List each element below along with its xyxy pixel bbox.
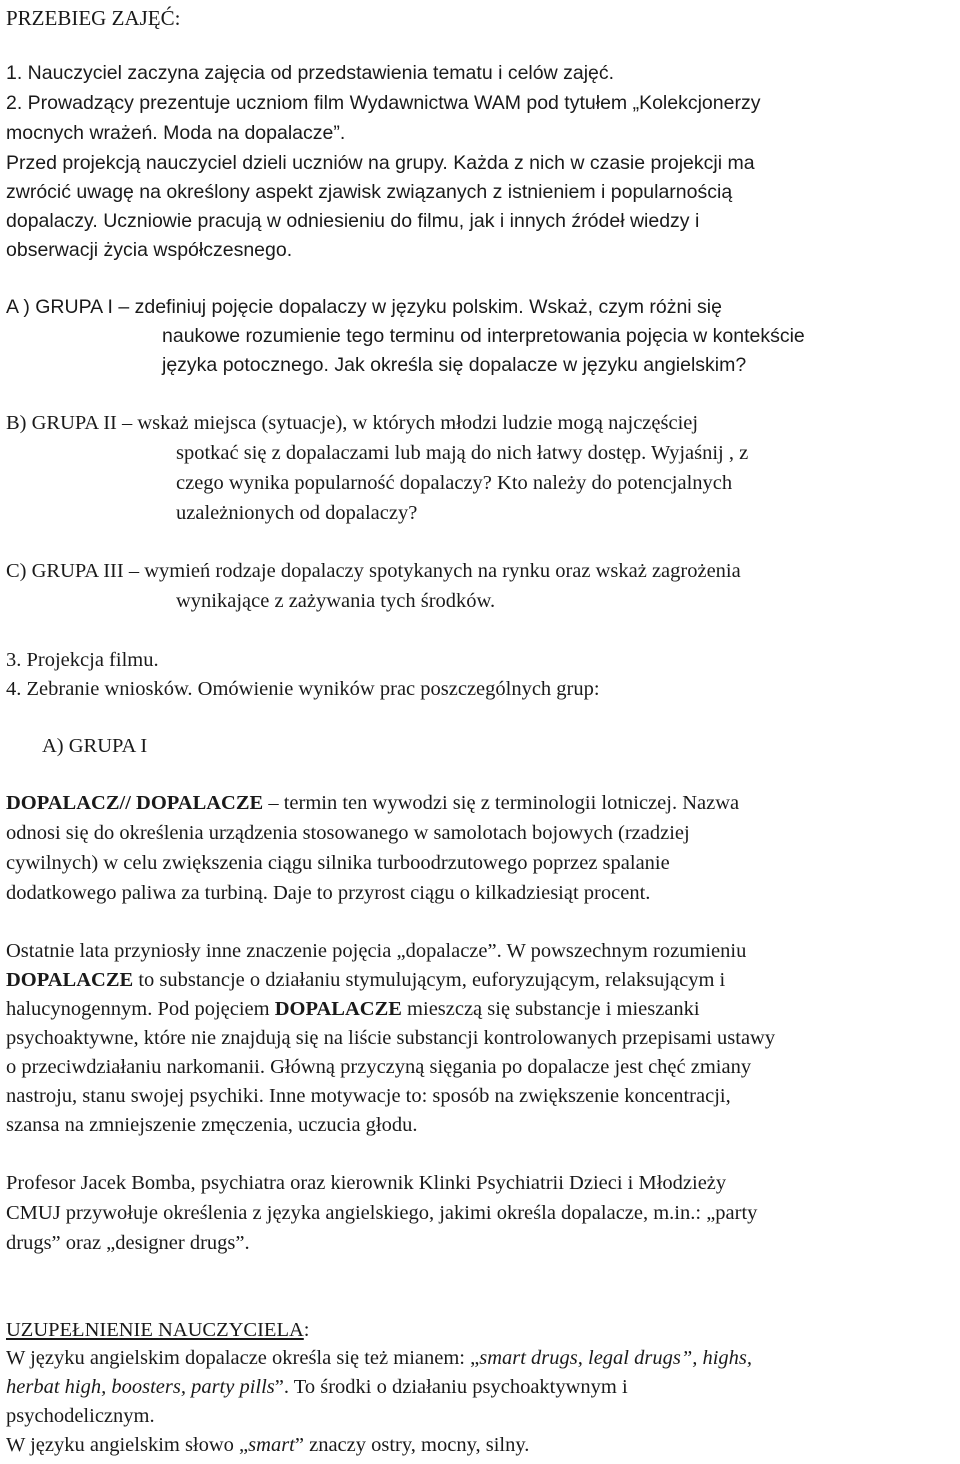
group-a-task-cont: języka potocznego. Jak określa się dopalacze w języku angielskim? [162,354,747,376]
teacher-line-4: W języku angielskim słowo „smart” znaczy ostry, mocny, silny. [6,1434,530,1456]
groups-paragraph-line: dopalaczy. Uczniowie pracują w odniesieniu do filmu, jak i innych źródeł wiedzy i [6,210,700,232]
group-b-task-cont: czego wynika popularność dopalaczy? Kto należy do potencjalnych [176,472,733,494]
group-c-task: C) GRUPA III – wymień rodzaje dopalaczy spotykanych na rynku oraz wskaż zagrożenia [6,560,741,582]
section-group-a: A) GRUPA I [42,735,148,757]
definition-line: odnosi się do określenia urządzenia stosowanego w samolotach bojowych (rzadziej [6,822,690,844]
teacher-heading: UZUPEŁNIENIE NAUCZYCIELA [6,1319,304,1341]
definition-line: cywilnych) w celu zwiększenia ciągu silnika turboodrzutowego poprzez spalanie [6,852,670,874]
group-b-task: B) GRUPA II – wskaż miejsca (sytuacje), w których młodzi ludzie mogą najczęściej [6,412,699,434]
teacher-heading-line: UZUPEŁNIENIE NAUCZYCIELA: [6,1319,310,1341]
step-2: 2. Prowadzący prezentuje uczniom film Wydawnictwa WAM pod tytułem „Kolekcjonerzy [6,92,761,114]
meaning-line: nastroju, stanu swojej psychiki. Inne motywacje to: sposób na zwiększenie koncentracji, [6,1085,731,1107]
groups-paragraph-line: Przed projekcją nauczyciel dzieli uczniów na grupy. Każda z nich w czasie projekcji ma [6,152,755,174]
meaning-line: o przeciwdziałaniu narkomanii. Główną przyczyną sięgania po dopalacze jest chęć zmiany [6,1056,752,1078]
meaning-line: szansa na zmniejszenie zmęczenia, uczucia głodu. [6,1114,418,1136]
meaning-line-2: DOPALACZE to substancje o działaniu stymulującym, euforyzującym, relaksującym i [6,969,726,991]
group-a-task: A ) GRUPA I – zdefiniuj pojęcie dopalaczy w języku polskim. Wskaż, czym różni się [6,296,722,318]
step-3: 3. Projekcja filmu. [6,649,159,671]
meaning-line: psychoaktywne, które nie znajdują się na liście substancji kontrolowanych przepisami ustawy [6,1027,776,1049]
step-2-cont: mocnych wrażeń. Moda na dopalacze”. [6,122,346,144]
professor-line: Profesor Jacek Bomba, psychiatra oraz kierownik Klinki Psychiatrii Dzieci i Młodzieży [6,1172,727,1194]
step-1: 1. Nauczyciel zaczyna zajęcia od przedstawienia tematu i celów zajęć. [6,62,615,84]
page-heading: PRZEBIEG ZAJĘĆ: [6,6,181,30]
professor-line: CMUJ przywołuje określenia z języka angielskiego, jakimi określa dopalacze, m.in.: „party [6,1202,758,1224]
definition-line-1: DOPALACZ// DOPALACZE – termin ten wywodzi się z terminologii lotniczej. Nazwa [6,792,740,814]
term-dopalacze: DOPALACZE [274,998,402,1020]
term-dopalacz: DOPALACZ// DOPALACZE [6,792,264,814]
groups-paragraph-line: obserwacji życia współczesnego. [6,239,293,261]
teacher-line-1: W języku angielskim dopalacze określa się też mianem: „smart drugs, legal drugs”, highs, [6,1347,753,1369]
teacher-line-3: psychodelicznym. [6,1405,155,1427]
term-dopalacze: DOPALACZE [6,969,134,991]
group-c-task-cont: wynikające z zażywania tych środków. [176,590,496,612]
group-a-task-cont: naukowe rozumienie tego terminu od interpretowania pojęcia w kontekście [162,325,805,347]
step-4: 4. Zebranie wniosków. Omówienie wyników prac poszczególnych grup: [6,678,600,700]
group-b-task-cont: spotkać się z dopalaczami lub mają do nich łatwy dostęp. Wyjaśnij , z [176,442,749,464]
definition-line: dodatkowego paliwa za turbiną. Daje to przyrost ciągu o kilkadziesiąt procent. [6,882,651,904]
teacher-line-2: herbat high, boosters, party pills”. To środki o działaniu psychoaktywnym i [6,1376,628,1398]
groups-paragraph-line: zwrócić uwagę na określony aspekt zjawisk związanych z istnieniem i popularnością [6,181,733,203]
meaning-line-1: Ostatnie lata przyniosły inne znaczenie pojęcia „dopalacze”. W powszechnym rozumieniu [6,940,747,962]
group-b-task-cont: uzależnionych od dopalaczy? [176,502,418,524]
meaning-line-3: halucynogennym. Pod pojęciem DOPALACZE mieszczą się substancje i mieszanki [6,998,700,1020]
professor-line: drugs” oraz „designer drugs”. [6,1232,250,1254]
